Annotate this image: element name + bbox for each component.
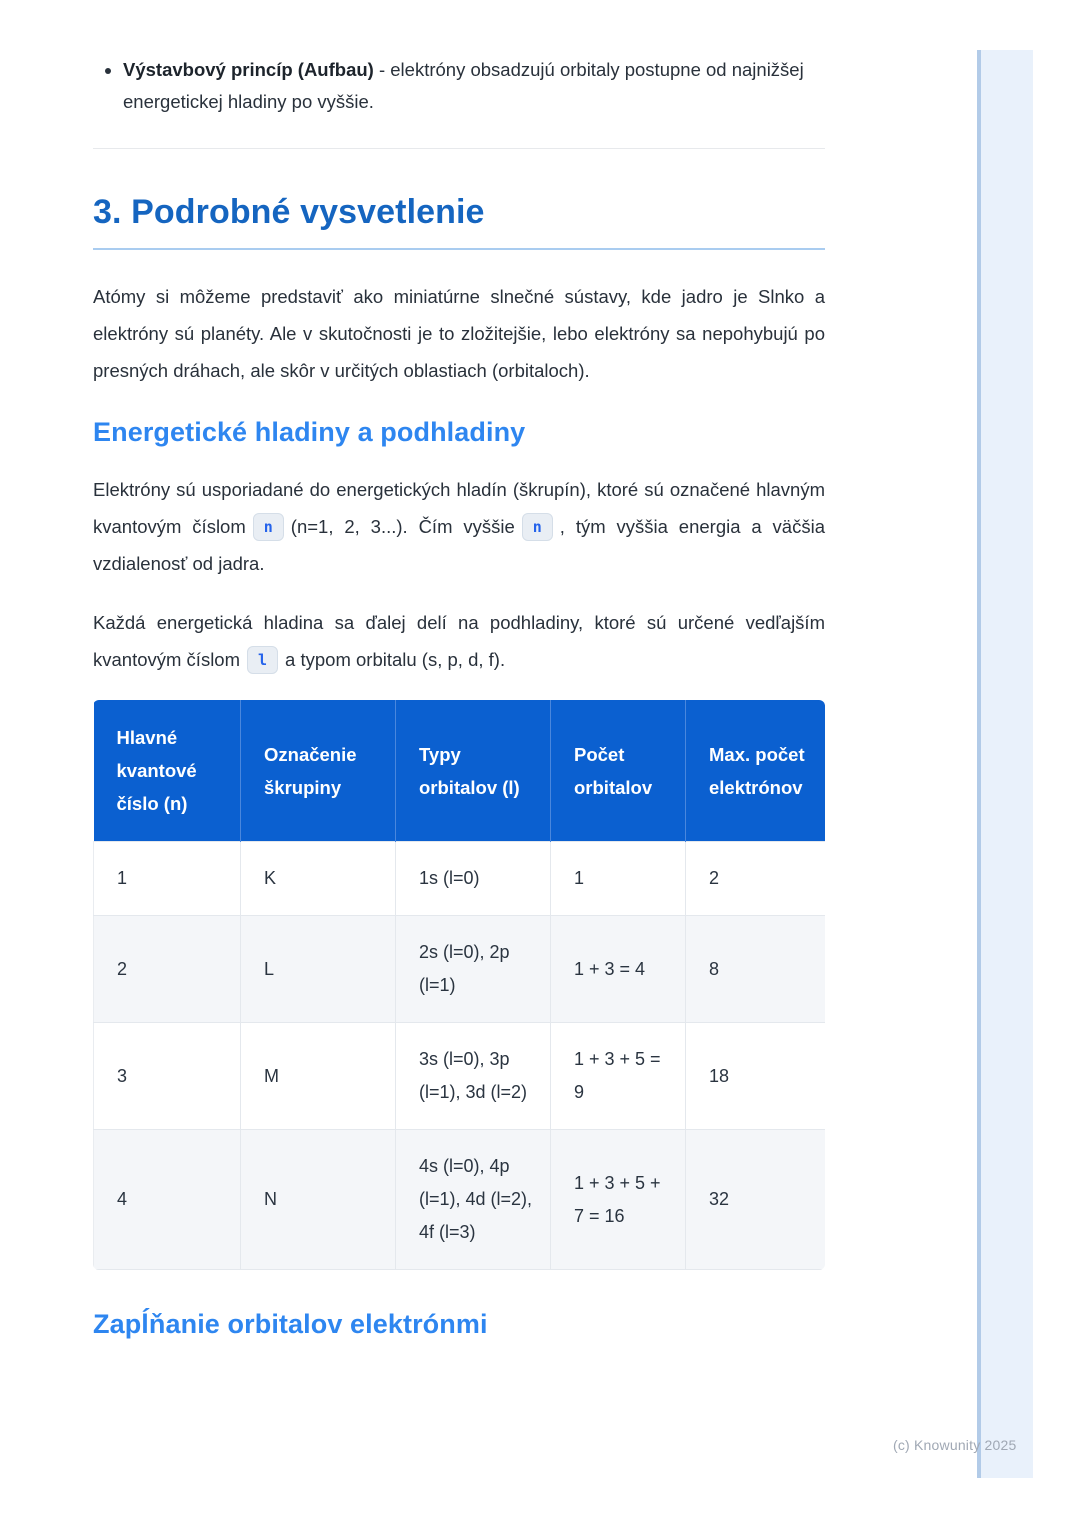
aufbau-definition: - elektróny obsadzujú orbitaly postupne od najnižšej energetickej hladiny po vyššie. — [123, 59, 804, 112]
cell-shell: K — [241, 842, 396, 916]
levels-p1-text-b: (n=1, 2, 3...). Čím vyššie — [290, 516, 515, 537]
inline-code-l: l — [247, 646, 278, 674]
col-header-orbital-types: Typy orbitalov (l) — [396, 700, 551, 842]
quantum-levels-table — [93, 700, 825, 1270]
principles-list — [93, 54, 825, 118]
list-item-aufbau — [123, 54, 825, 118]
cell-orbital-count: 1 — [551, 842, 686, 916]
aufbau-term: Výstavbový princíp (Aufbau) — [123, 59, 374, 80]
levels-p2-text-a: Každá energetická hladina sa ďalej delí na podhladiny, ktoré sú určené vedľajším kvantovým číslom — [93, 612, 825, 670]
cell-max-electrons: 8 — [686, 916, 826, 1023]
levels-p2-text-b: a typom orbitalu (s, p, d, f). — [285, 649, 506, 670]
intro-paragraph: Atómy si môžeme predstaviť ako miniatúrne slnečné sústavy, kde jadro je Slnko a elektróny sú planéty. Ale v skutočnosti je to zložitejšie, lebo elektróny sa nepohybujú po presných dráhach, ale skôr v určitých oblastiach (orbitaloch). — [93, 286, 825, 381]
table-row — [94, 842, 826, 916]
levels-p1-text-a: Elektróny sú usporiadané do energetických hladín (škrupín), ktoré sú označené hlavným kvantovým číslom — [93, 479, 825, 537]
col-header-orbital-count: Počet orbitalov — [551, 700, 686, 842]
cell-n: 2 — [94, 916, 241, 1023]
table-header-row — [94, 700, 826, 842]
cell-orbital-count: 1 + 3 + 5 = 9 — [551, 1023, 686, 1130]
cell-orbital-count: 1 + 3 = 4 — [551, 916, 686, 1023]
cell-shell: N — [241, 1130, 396, 1270]
cell-orbital-types: 4s (l=0), 4p (l=1), 4d (l=2), 4f (l=3) — [396, 1130, 551, 1270]
table-row — [94, 916, 826, 1023]
col-header-principal-number: Hlavné kvantové číslo (n) — [94, 700, 241, 842]
cell-max-electrons: 18 — [686, 1023, 826, 1130]
cell-n: 3 — [94, 1023, 241, 1130]
inline-code-n: n — [253, 513, 284, 541]
section-divider — [93, 148, 825, 149]
document-content — [93, 0, 825, 1341]
subheading-filling-orbitals: Zapĺňanie orbitalov elektrónmi — [93, 1309, 488, 1339]
levels-paragraph-2 — [93, 604, 825, 678]
cell-orbital-types: 2s (l=0), 2p (l=1) — [396, 916, 551, 1023]
col-header-shell-label: Označenie škrupiny — [241, 700, 396, 842]
page-side-accent-bar — [977, 50, 1033, 1478]
levels-p1-text-c: , tým vyššia energia a väčšia vzdialenosť od jadra. — [93, 516, 825, 574]
cell-orbital-count: 1 + 3 + 5 + 7 = 16 — [551, 1130, 686, 1270]
cell-max-electrons: 32 — [686, 1130, 826, 1270]
cell-shell: L — [241, 916, 396, 1023]
col-header-max-electrons: Max. počet elektrónov — [686, 700, 826, 842]
copyright-note: (c) Knowunity 2025 — [893, 1437, 1017, 1453]
cell-orbital-types: 3s (l=0), 3p (l=1), 3d (l=2) — [396, 1023, 551, 1130]
table-row — [94, 1023, 826, 1130]
table-row — [94, 1130, 826, 1270]
levels-paragraph-1 — [93, 471, 825, 582]
cell-orbital-types: 1s (l=0) — [396, 842, 551, 916]
cell-max-electrons: 2 — [686, 842, 826, 916]
cell-shell: M — [241, 1023, 396, 1130]
cell-n: 4 — [94, 1130, 241, 1270]
cell-n: 1 — [94, 842, 241, 916]
page-title: 3. Podrobné vysvetlenie — [93, 192, 825, 250]
inline-code-n: n — [522, 513, 553, 541]
quantum-levels-table-wrap — [93, 700, 825, 1270]
subheading-energy-levels: Energetické hladiny a podhladiny — [93, 417, 526, 447]
